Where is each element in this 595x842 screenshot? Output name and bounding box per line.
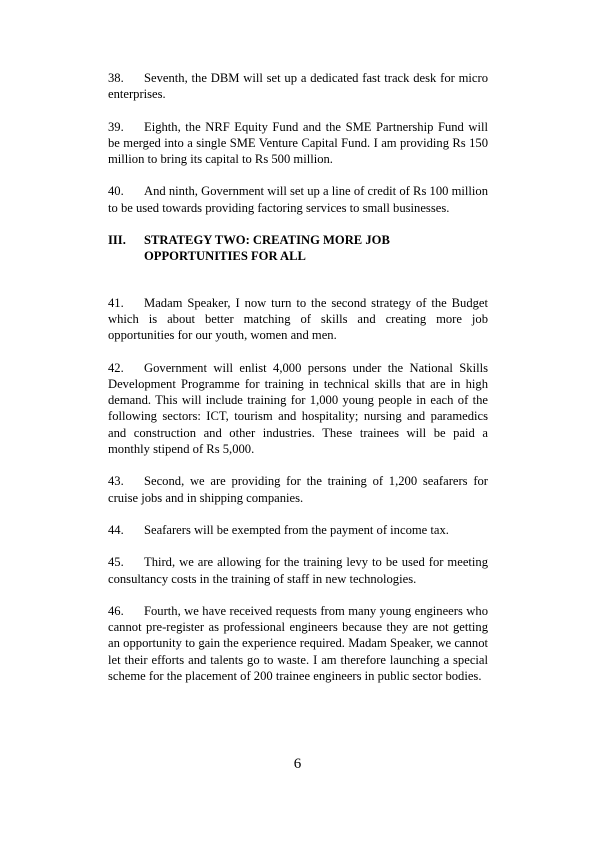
section-heading: [108, 232, 488, 265]
paragraph-text: Madam Speaker, I now turn to the second strategy of the Budget which is about better matching of skills and creating more job opportunities for our youth, women and men.: [108, 295, 488, 343]
paragraph-44: [108, 522, 488, 538]
paragraph-40: [108, 183, 488, 216]
paragraph-text: Fourth, we have received requests from many young engineers who cannot pre-register as professional engineers because they are not getting an opportunity to gain the experience required. Madam Speaker, we cannot let their efforts and talents go to waste. I am therefore launching a special scheme for the placement of 200 trainee engineers in public sector bodies.: [108, 603, 488, 684]
paragraph-number: 41.: [108, 295, 124, 310]
paragraph-text: And ninth, Government will set up a line of credit of Rs 100 million to be used towards providing factoring services to small businesses.: [108, 184, 488, 215]
paragraph-42: [108, 360, 488, 458]
paragraph-number: 44.: [108, 522, 124, 537]
page-number: 6: [293, 756, 302, 772]
paragraph-number: 43.: [108, 474, 124, 489]
paragraph-45: [108, 554, 488, 587]
paragraph-41: [108, 295, 488, 344]
paragraph-text: Seafarers will be exempted from the payment of income tax.: [144, 522, 449, 537]
paragraph-text: Seventh, the DBM will set up a dedicated fast track desk for micro enterprises.: [108, 71, 488, 102]
paragraph-38: [108, 70, 488, 103]
paragraph-number: 39.: [108, 119, 124, 134]
section-title: STRATEGY TWO: CREATING MORE JOB OPPORTUNITIES FOR ALL: [144, 233, 390, 264]
paragraph-43: [108, 473, 488, 506]
paragraph-number: 42.: [108, 360, 124, 375]
paragraph-number: 46.: [108, 603, 124, 618]
paragraph-number: 38.: [108, 71, 124, 85]
document-body: [108, 70, 488, 700]
paragraph-number: 45.: [108, 555, 124, 570]
paragraph-46: [108, 603, 488, 684]
section-number: III.: [108, 233, 126, 248]
paragraph-text: Second, we are providing for the training of 1,200 seafarers for cruise jobs and in shipping companies.: [108, 474, 488, 505]
paragraph-text: Third, we are allowing for the training levy to be used for meeting consultancy costs in the training of staff in new technologies.: [108, 555, 488, 586]
paragraph-number: 40.: [108, 184, 124, 199]
paragraph-39: [108, 119, 488, 168]
paragraph-text: Eighth, the NRF Equity Fund and the SME Partnership Fund will be merged into a single SME Venture Capital Fund. I am providing Rs 150 million to bring its capital to Rs 500 million.: [108, 119, 488, 167]
paragraph-text: Government will enlist 4,000 persons under the National Skills Development Programme for training in technical skills that are in high demand. This will include training for 1,000 young people in each of the following sectors: ICT, tourism and hospitality; nursing and paramedics and construction and other industries. These trainees will be paid a monthly stipend of Rs 5,000.: [108, 360, 488, 457]
